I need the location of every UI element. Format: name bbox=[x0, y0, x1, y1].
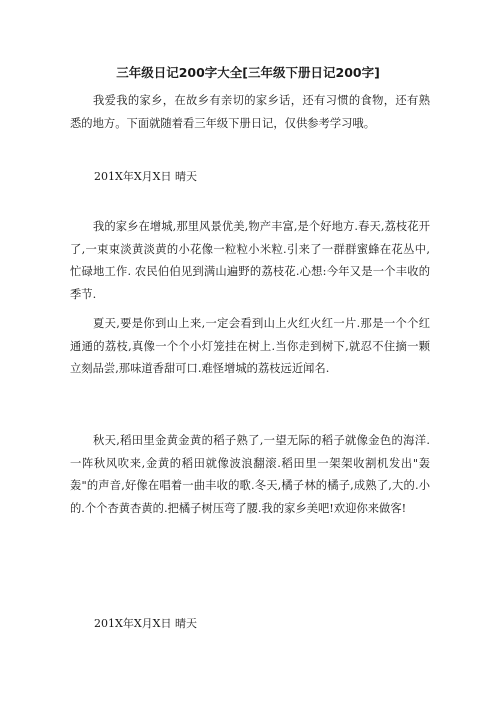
entry-paragraph-summer: 夏天,要是你到山上来,一定会看到山上火红火红一片.那是一个个红通通的荔枝,真像一个个小灯笼挂在树上.当你走到树下,就忍不住摘一颗立刻品尝,那味道香甜可口.难怪增城的荔枝远近闻名. bbox=[70, 317, 430, 375]
document-title: 三年级日记200字大全[三年级下册日记200字] bbox=[116, 65, 380, 80]
entry-date: 201X年X月X日 晴天 bbox=[94, 617, 197, 630]
entry-date: 201X年X月X日 晴天 bbox=[94, 170, 197, 183]
intro-paragraph: 我爱我的家乡，在故乡有亲切的家乡话，还有习惯的食物，还有熟悉的地方。下面就随着看三年级下册日记，仅供参考学习哦。 bbox=[70, 94, 430, 130]
entry-paragraph-spring: 我的家乡在增城,那里风景优美,物产丰富,是个好地方.春天,荔枝花开了,一束束淡黄淡黄的小花像一粒粒小米粒.引来了一群群蜜蜂在花丛中,忙碌地工作. 农民伯伯见到满山遍野的荔枝花.心想:今年又是一个丰收的季节. bbox=[70, 220, 430, 301]
entry-paragraph-autumn-winter: 秋天,稻田里金黄金黄的稻子熟了,一望无际的稻子就像金色的海洋.一阵秋风吹来,金黄的稻田就像波浪翻滚.稻田里一架架收割机发出"轰轰"的声音,好像在唱着一曲丰收的歌.冬天,橘子林的橘子,成熟了,大的.小的.个个杏黄杏黄的.把橘子树压弯了腰.我的家乡美吧!欢迎你来做客! bbox=[70, 434, 430, 515]
